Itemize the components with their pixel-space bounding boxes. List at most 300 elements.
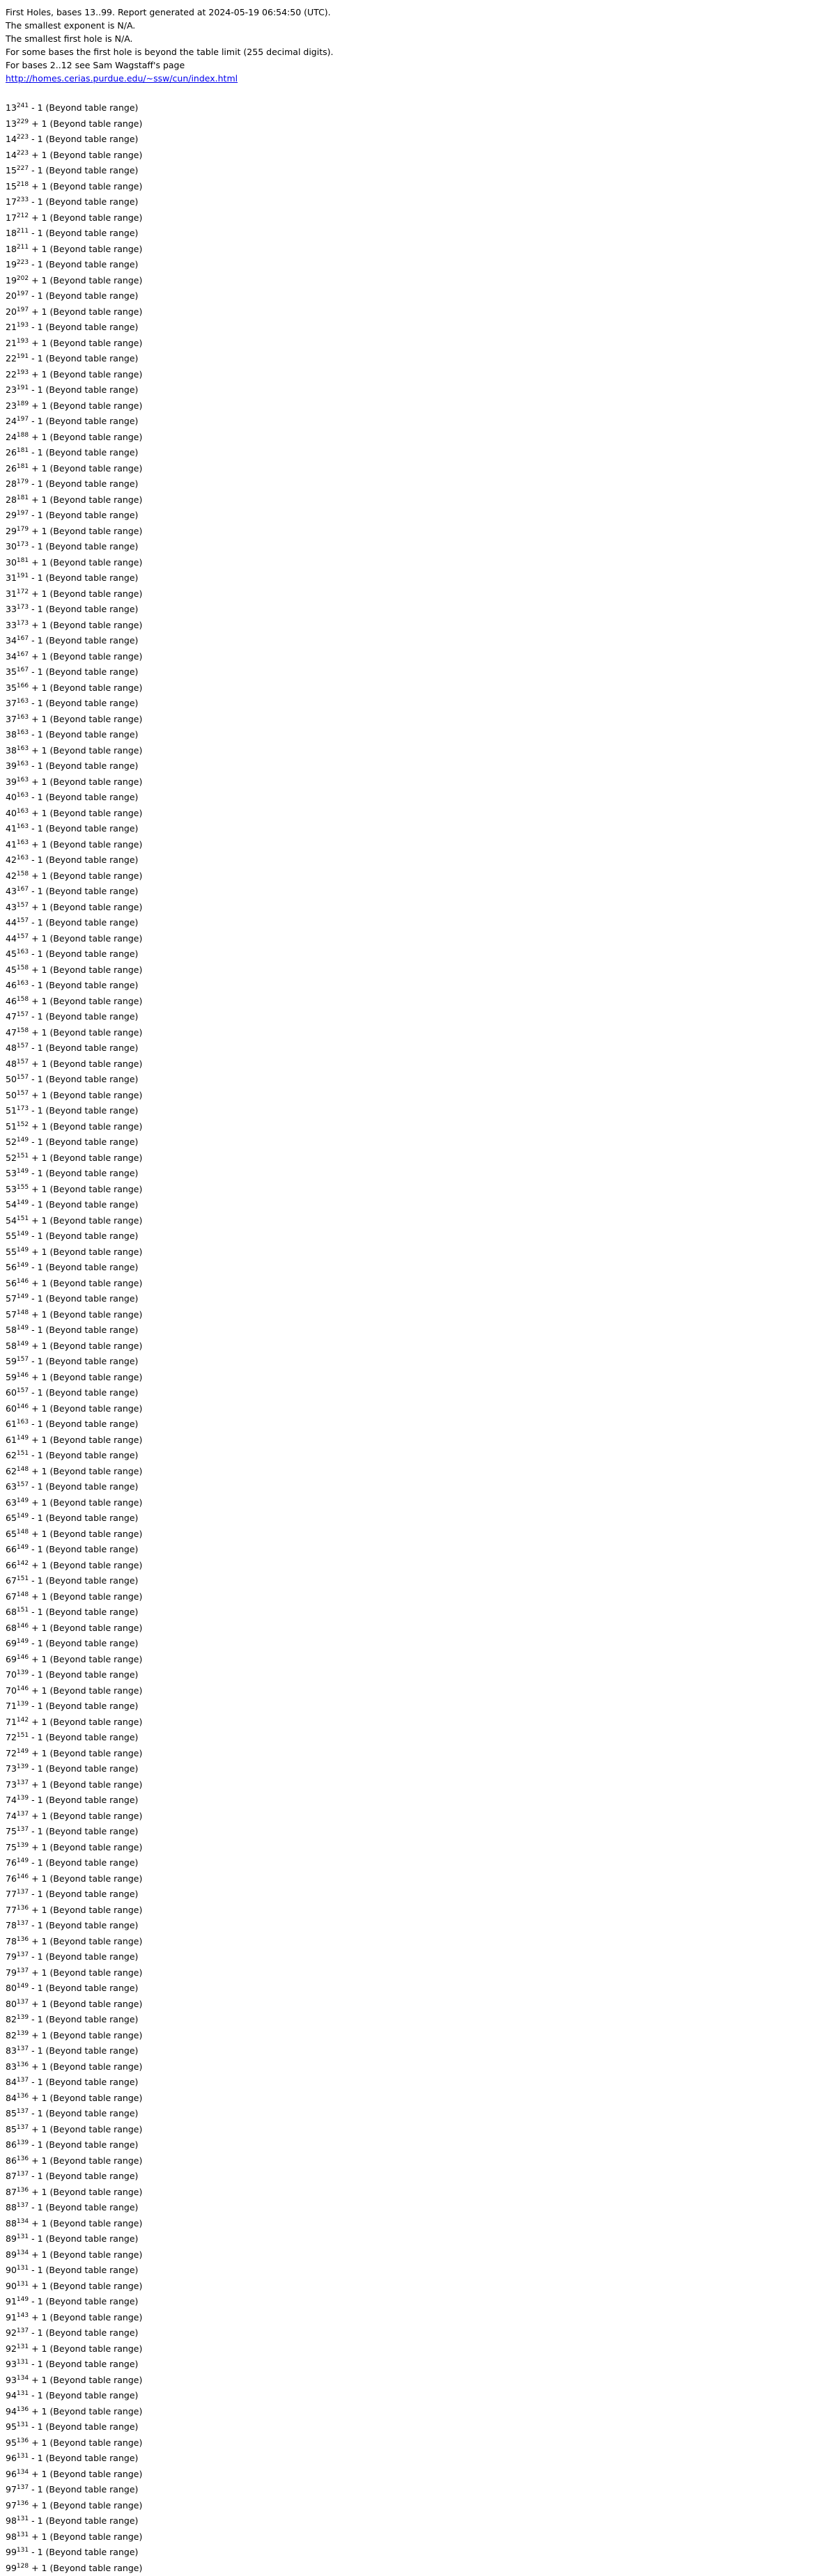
- row-base: 70: [6, 1685, 17, 1696]
- hole-row: [6, 1761, 836, 1777]
- row-exponent: 149: [17, 1262, 29, 1269]
- row-sign: -: [31, 2296, 35, 2306]
- row-one: 1: [42, 1936, 47, 1946]
- row-one: 1: [38, 1732, 43, 1742]
- row-sign: -: [31, 1638, 35, 1648]
- row-one: 1: [42, 1247, 47, 1257]
- row-note: (Beyond table range): [46, 1983, 139, 1993]
- row-base: 77: [6, 1905, 17, 1915]
- row-note: (Beyond table range): [46, 886, 139, 896]
- hole-row: [6, 1401, 836, 1417]
- row-base: 48: [6, 1059, 17, 1069]
- row-note: (Beyond table range): [46, 1920, 139, 1930]
- row-one: 1: [42, 1779, 47, 1790]
- row-one: 1: [42, 1372, 47, 1382]
- row-note: (Beyond table range): [46, 2515, 139, 2526]
- hole-row: [6, 2388, 836, 2404]
- row-note: (Beyond table range): [46, 416, 139, 426]
- row-one: 1: [38, 1450, 43, 1460]
- row-note: (Beyond table range): [49, 526, 142, 536]
- row-sign: +: [31, 1779, 38, 1790]
- row-exponent: 211: [17, 228, 29, 235]
- row-base: 43: [6, 902, 17, 912]
- row-one: 1: [38, 2484, 43, 2495]
- row-exponent: 149: [17, 1435, 29, 1442]
- hole-row: [6, 994, 836, 1010]
- row-note: (Beyond table range): [49, 369, 142, 380]
- row-one: 1: [38, 1043, 43, 1053]
- row-sign: +: [31, 776, 38, 787]
- row-note: (Beyond table range): [46, 1231, 139, 1241]
- hole-row: [6, 210, 836, 226]
- row-base: 75: [6, 1842, 17, 1852]
- row-one: 1: [42, 1591, 47, 1602]
- row-base: 23: [6, 400, 17, 411]
- row-sign: +: [31, 1811, 38, 1821]
- row-base: 52: [6, 1137, 17, 1147]
- row-note: (Beyond table range): [46, 478, 139, 489]
- row-base: 88: [6, 2218, 17, 2228]
- row-note: (Beyond table range): [46, 823, 139, 834]
- row-note: (Beyond table range): [49, 463, 142, 474]
- row-exponent: 193: [17, 322, 29, 329]
- row-exponent: 157: [17, 917, 29, 924]
- row-base: 99: [6, 2547, 17, 2557]
- row-one: 1: [38, 384, 43, 395]
- row-note: (Beyond table range): [49, 118, 142, 129]
- row-base: 95: [6, 2421, 17, 2432]
- row-base: 53: [6, 1168, 17, 1178]
- row-note: (Beyond table range): [46, 1889, 139, 1899]
- row-base: 97: [6, 2500, 17, 2511]
- hole-row: [6, 618, 836, 634]
- row-exponent: 193: [17, 369, 29, 376]
- row-exponent: 229: [17, 118, 29, 125]
- row-exponent: 157: [17, 1356, 29, 1363]
- hole-row: [6, 1511, 836, 1527]
- row-note: (Beyond table range): [49, 1059, 142, 1069]
- row-one: 1: [38, 729, 43, 740]
- row-base: 58: [6, 1341, 17, 1351]
- row-one: 1: [42, 1842, 47, 1852]
- row-base: 37: [6, 714, 17, 724]
- hole-row: [6, 2059, 836, 2075]
- row-base: 52: [6, 1153, 17, 1163]
- row-note: (Beyond table range): [49, 400, 142, 411]
- wagstaff-link[interactable]: http://homes.cerias.purdue.edu/~ssw/cun/index.html: [6, 73, 238, 84]
- hole-row: [6, 1448, 836, 1464]
- row-one: 1: [38, 1293, 43, 1304]
- row-base: 19: [6, 275, 17, 286]
- row-exponent: 173: [17, 1105, 29, 1112]
- hole-row: [6, 821, 836, 837]
- hole-row: [6, 242, 836, 258]
- row-base: 84: [6, 2093, 17, 2103]
- row-one: 1: [42, 1309, 47, 1320]
- row-exponent: 191: [17, 353, 29, 360]
- row-note: (Beyond table range): [49, 557, 142, 568]
- hole-row: [6, 962, 836, 978]
- hole-row: [6, 2043, 836, 2059]
- row-sign: -: [31, 1795, 35, 1805]
- row-sign: -: [31, 1920, 35, 1930]
- report-header: [6, 6, 836, 85]
- row-one: 1: [42, 2093, 47, 2103]
- row-exponent: 142: [17, 1560, 29, 1567]
- row-note: (Beyond table range): [46, 1826, 139, 1836]
- row-note: (Beyond table range): [49, 651, 142, 662]
- row-exponent: 233: [17, 196, 29, 203]
- row-note: (Beyond table range): [49, 902, 142, 912]
- hole-row: [6, 273, 836, 289]
- row-one: 1: [38, 510, 43, 520]
- row-base: 48: [6, 1043, 17, 1053]
- hole-row: [6, 445, 836, 461]
- row-note: (Beyond table range): [49, 2093, 142, 2103]
- row-exponent: 167: [17, 666, 29, 673]
- hole-row: [6, 2498, 836, 2514]
- row-one: 1: [42, 1027, 47, 1038]
- row-sign: -: [31, 228, 35, 238]
- row-exponent: 151: [17, 1607, 29, 1614]
- row-base: 59: [6, 1356, 17, 1366]
- row-sign: +: [31, 2281, 38, 2291]
- row-one: 1: [38, 1983, 43, 1993]
- row-one: 1: [38, 1074, 43, 1084]
- row-note: (Beyond table range): [46, 510, 139, 520]
- row-exponent: 148: [17, 1529, 29, 1536]
- row-exponent: 134: [17, 2469, 29, 2476]
- row-base: 40: [6, 792, 17, 802]
- row-one: 1: [42, 996, 47, 1006]
- row-base: 60: [6, 1403, 17, 1414]
- hole-row: [6, 257, 836, 273]
- row-base: 31: [6, 588, 17, 599]
- row-base: 21: [6, 338, 17, 348]
- row-note: (Beyond table range): [49, 1184, 142, 1194]
- row-sign: +: [31, 338, 38, 348]
- row-sign: +: [31, 2563, 38, 2573]
- hole-row: [6, 2012, 836, 2028]
- row-base: 47: [6, 1011, 17, 1022]
- row-base: 23: [6, 384, 17, 395]
- row-base: 41: [6, 823, 17, 834]
- hole-row: [6, 1354, 836, 1370]
- row-exponent: 146: [17, 1685, 29, 1692]
- row-note: (Beyond table range): [46, 1011, 139, 1022]
- hole-row: [6, 1276, 836, 1292]
- row-base: 87: [6, 2187, 17, 2197]
- row-one: 1: [42, 1403, 47, 1414]
- row-sign: +: [31, 588, 38, 599]
- row-base: 67: [6, 1575, 17, 1586]
- row-one: 1: [38, 1795, 43, 1805]
- row-note: (Beyond table range): [49, 1999, 142, 2009]
- row-one: 1: [38, 1356, 43, 1366]
- row-one: 1: [42, 2281, 47, 2291]
- row-note: (Beyond table range): [49, 275, 142, 286]
- row-base: 71: [6, 1717, 17, 1727]
- row-sign: +: [31, 2343, 38, 2354]
- row-one: 1: [38, 2108, 43, 2118]
- row-one: 1: [42, 463, 47, 474]
- hole-row: [6, 1934, 836, 1950]
- hole-row: [6, 148, 836, 164]
- hole-row: [6, 414, 836, 430]
- hole-row: [6, 2153, 836, 2169]
- row-exponent: 172: [17, 588, 29, 595]
- row-sign: +: [31, 181, 38, 192]
- row-base: 86: [6, 2139, 17, 2150]
- row-one: 1: [38, 698, 43, 708]
- row-exponent: 152: [17, 1121, 29, 1128]
- row-base: 53: [6, 1184, 17, 1194]
- hole-row: [6, 1652, 836, 1668]
- hole-row: [6, 649, 836, 665]
- row-exponent: 149: [17, 1544, 29, 1551]
- row-base: 63: [6, 1481, 17, 1492]
- row-base: 31: [6, 572, 17, 583]
- hole-row: [6, 1119, 836, 1135]
- hole-row: [6, 132, 836, 148]
- row-exponent: 197: [17, 306, 29, 313]
- row-note: (Beyond table range): [49, 2155, 142, 2166]
- row-sign: -: [31, 666, 35, 677]
- row-base: 99: [6, 2563, 17, 2573]
- row-sign: +: [31, 1967, 38, 1978]
- row-one: 1: [38, 1544, 43, 1554]
- row-note: (Beyond table range): [46, 1544, 139, 1554]
- row-note: (Beyond table range): [46, 2171, 139, 2181]
- hole-row: [6, 1621, 836, 1637]
- row-note: (Beyond table range): [49, 432, 142, 442]
- row-note: (Beyond table range): [46, 2484, 139, 2495]
- hole-row: [6, 116, 836, 132]
- row-base: 77: [6, 1889, 17, 1899]
- row-base: 17: [6, 196, 17, 207]
- row-one: 1: [38, 2014, 43, 2024]
- row-sign: -: [31, 698, 35, 708]
- row-exponent: 157: [17, 1059, 29, 1065]
- row-sign: +: [31, 1372, 38, 1382]
- row-sign: -: [31, 823, 35, 834]
- row-exponent: 163: [17, 980, 29, 987]
- hole-row: [6, 1072, 836, 1088]
- row-exponent: 136: [17, 1936, 29, 1943]
- row-base: 33: [6, 620, 17, 630]
- row-sign: +: [31, 1873, 38, 1884]
- hole-row: [6, 2091, 836, 2107]
- hole-row: [6, 476, 836, 492]
- hole-row: [6, 2122, 836, 2138]
- row-note: (Beyond table range): [49, 1341, 142, 1351]
- row-sign: -: [31, 1011, 35, 1022]
- row-note: (Beyond table range): [49, 808, 142, 818]
- row-one: 1: [38, 1669, 43, 1680]
- row-one: 1: [42, 2124, 47, 2134]
- row-sign: +: [31, 1309, 38, 1320]
- row-exponent: 166: [17, 682, 29, 689]
- hole-row: [6, 1166, 836, 1182]
- row-sign: +: [31, 2375, 38, 2385]
- hole-row: [6, 2451, 836, 2467]
- row-exponent: 167: [17, 886, 29, 893]
- row-note: (Beyond table range): [46, 2108, 139, 2118]
- row-one: 1: [38, 1638, 43, 1648]
- row-one: 1: [42, 2187, 47, 2197]
- row-sign: -: [31, 760, 35, 771]
- row-exponent: 137: [17, 1951, 29, 1958]
- row-base: 90: [6, 2265, 17, 2275]
- row-base: 73: [6, 1763, 17, 1774]
- hole-row: [6, 1228, 836, 1244]
- row-one: 1: [42, 1717, 47, 1727]
- row-one: 1: [38, 1168, 43, 1178]
- row-note: (Beyond table range): [46, 1168, 139, 1178]
- row-one: 1: [38, 604, 43, 614]
- row-base: 93: [6, 2359, 17, 2369]
- row-sign: -: [31, 635, 35, 646]
- row-note: (Beyond table range): [46, 1199, 139, 1210]
- row-one: 1: [38, 416, 43, 426]
- row-exponent: 149: [17, 2296, 29, 2303]
- row-base: 50: [6, 1074, 17, 1084]
- hole-row: [6, 586, 836, 602]
- row-one: 1: [42, 620, 47, 630]
- beyond-limit-note: For some bases the first hole is beyond the table limit (255 decimal digits).: [6, 45, 836, 58]
- row-note: (Beyond table range): [49, 1779, 142, 1790]
- row-exponent: 139: [17, 1669, 29, 1676]
- row-note: (Beyond table range): [46, 2421, 139, 2432]
- row-sign: -: [31, 2233, 35, 2244]
- hole-row: [6, 226, 836, 242]
- row-note: (Beyond table range): [46, 1137, 139, 1147]
- row-one: 1: [42, 557, 47, 568]
- row-one: 1: [38, 1325, 43, 1335]
- row-base: 37: [6, 698, 17, 708]
- row-sign: +: [31, 682, 38, 693]
- row-base: 54: [6, 1215, 17, 1226]
- hole-row: [6, 2545, 836, 2561]
- row-note: (Beyond table range): [46, 604, 139, 614]
- hole-row: [6, 1088, 836, 1104]
- row-exponent: 148: [17, 1591, 29, 1598]
- hole-row: [6, 664, 836, 680]
- row-one: 1: [42, 745, 47, 756]
- hole-row: [6, 2482, 836, 2498]
- row-note: (Beyond table range): [49, 212, 142, 223]
- row-exponent: 146: [17, 1372, 29, 1379]
- hole-row: [6, 2216, 836, 2232]
- row-sign: -: [31, 1826, 35, 1836]
- row-exponent: 131: [17, 2515, 29, 2522]
- row-note: (Beyond table range): [49, 1309, 142, 1320]
- row-sign: +: [31, 2218, 38, 2228]
- row-one: 1: [38, 2453, 43, 2463]
- row-exponent: 191: [17, 384, 29, 391]
- row-base: 96: [6, 2453, 17, 2463]
- row-exponent: 149: [17, 1638, 29, 1645]
- row-one: 1: [42, 2531, 47, 2542]
- row-base: 17: [6, 212, 17, 223]
- row-one: 1: [42, 2406, 47, 2417]
- row-one: 1: [38, 322, 43, 332]
- row-sign: +: [31, 2187, 38, 2197]
- row-note: (Beyond table range): [46, 2453, 139, 2463]
- row-one: 1: [42, 682, 47, 693]
- row-exponent: 136: [17, 2155, 29, 2162]
- row-exponent: 223: [17, 134, 29, 141]
- row-sign: -: [31, 2453, 35, 2463]
- row-note: (Beyond table range): [49, 2187, 142, 2197]
- hole-row: [6, 696, 836, 712]
- row-base: 45: [6, 965, 17, 975]
- row-one: 1: [42, 1873, 47, 1884]
- row-base: 38: [6, 729, 17, 740]
- row-exponent: 157: [17, 1387, 29, 1394]
- row-one: 1: [38, 1607, 43, 1617]
- row-base: 82: [6, 2030, 17, 2040]
- hole-row: [6, 398, 836, 414]
- row-sign: +: [31, 1717, 38, 1727]
- row-exponent: 173: [17, 541, 29, 548]
- row-one: 1: [42, 1121, 47, 1132]
- row-one: 1: [42, 1153, 47, 1163]
- row-one: 1: [38, 2202, 43, 2212]
- row-note: (Beyond table range): [49, 338, 142, 348]
- row-base: 60: [6, 1387, 17, 1398]
- row-exponent: 149: [17, 1497, 29, 1504]
- row-one: 1: [38, 760, 43, 771]
- hole-row: [6, 1573, 836, 1589]
- row-one: 1: [38, 196, 43, 207]
- row-base: 29: [6, 510, 17, 520]
- row-sign: -: [31, 1325, 35, 1335]
- row-exponent: 149: [17, 1293, 29, 1300]
- row-sign: +: [31, 369, 38, 380]
- row-base: 54: [6, 1199, 17, 1210]
- hole-row: [6, 1871, 836, 1887]
- row-note: (Beyond table range): [49, 181, 142, 192]
- row-note: (Beyond table range): [49, 1435, 142, 1445]
- row-sign: +: [31, 933, 38, 944]
- row-exponent: 137: [17, 1920, 29, 1927]
- row-sign: +: [31, 1435, 38, 1445]
- row-note: (Beyond table range): [46, 1356, 139, 1366]
- hole-row: [6, 852, 836, 868]
- row-exponent: 223: [17, 150, 29, 157]
- row-exponent: 241: [17, 102, 29, 109]
- hole-row: [6, 758, 836, 774]
- row-base: 94: [6, 2406, 17, 2417]
- hole-row: [6, 1542, 836, 1558]
- row-sign: -: [31, 1105, 35, 1116]
- row-base: 83: [6, 2061, 17, 2072]
- row-sign: -: [31, 1607, 35, 1617]
- row-sign: +: [31, 1121, 38, 1132]
- row-sign: -: [31, 2547, 35, 2557]
- row-base: 85: [6, 2108, 17, 2118]
- row-sign: -: [31, 416, 35, 426]
- row-note: (Beyond table range): [46, 949, 139, 959]
- row-note: (Beyond table range): [49, 2343, 142, 2354]
- row-one: 1: [38, 1826, 43, 1836]
- row-exponent: 136: [17, 2187, 29, 2194]
- hole-row: [6, 367, 836, 383]
- row-one: 1: [42, 1341, 47, 1351]
- row-exponent: 131: [17, 2547, 29, 2554]
- row-note: (Beyond table range): [49, 1090, 142, 1100]
